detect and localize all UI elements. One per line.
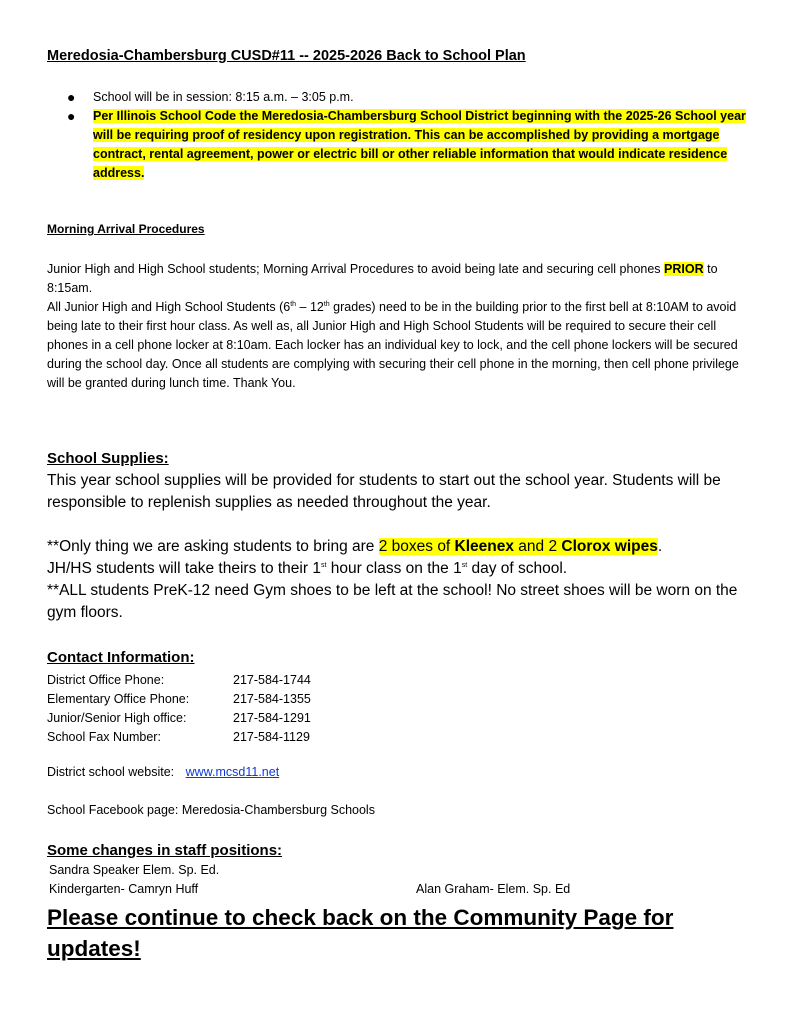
jh-hs-line [47,558,752,580]
jh-text-3: day of school. [467,560,568,577]
contact-phone: 217-584-1355 [233,692,311,706]
contact-phone: 217-584-1129 [233,730,310,744]
morning-details [47,298,747,393]
morning-intro-end: to 8:15am. [47,262,718,295]
kleenex-text: Kleenex [454,538,514,555]
facebook-line: School Facebook page: Meredosia-Chambersburg Schools [47,803,375,817]
contact-label: District Office Phone: [47,673,165,687]
sup-th: th [290,300,297,308]
school-supplies-heading: School Supplies: [47,450,169,467]
supplies-highlight [379,538,658,555]
clorox-text: Clorox wipes [561,538,658,555]
staff-changes-heading: Some changes in staff positions: [47,842,283,859]
staff-line-1: Sandra Speaker Elem. Sp. Ed. [49,863,220,877]
supplies-para: This year school supplies will be provided for students to start out the school year. Students will be responsible to replenish supplies as needed throughout the year. [47,472,721,511]
bullet-icon: ● [67,89,76,105]
morning-details-3: grades) need to be in the building prior to the first bell at 8:10AM to avoid being late to their first hour class. As well as, all Junior High and High School Students will be required to secure their cell phones in a cell phone locker at 8:10am. Each locker has an individual key to lock, and the cell phone lockers will be secured during the school day. Once all students are complying with securing their cell phone in the morning, then cell phone privilege will be granted during lunch time. Thank You. [47,300,739,390]
staff-line-3: Alan Graham- Elem. Sp. Ed [416,882,571,896]
hl-text-1: 2 boxes of [378,538,455,555]
sup-st: st [320,561,327,569]
morning-arrival-body [47,260,747,393]
morning-arrival-heading: Morning Arrival Procedures [47,222,205,236]
ask-text: **Only thing we are asking students to bring are [47,538,379,555]
website-line [47,765,279,779]
contact-heading: Contact Information: [47,649,195,666]
sup-th: th [323,300,330,308]
session-text: School will be in session: 8:15 a.m. – 3:05 p.m. [93,90,354,104]
session-bullet [47,88,747,107]
contact-row [47,690,311,709]
contact-list [47,671,311,747]
jh-text-1: JH/HS students will take theirs to their 1 [47,560,321,577]
contact-phone: 217-584-1744 [233,673,311,687]
residency-bullet [47,107,747,183]
contact-row [47,728,311,747]
contact-label: School Fax Number: [47,730,161,744]
hl-text-2: and 2 [514,538,562,555]
ask-end: . [657,538,663,555]
website-link[interactable]: www.mcsd11.net [185,765,280,779]
staff-line-2: Kindergarten- Camryn Huff [49,882,199,896]
spacer [47,514,752,536]
closing-message: Please continue to check back on the Community Page for updates! [47,905,674,961]
morning-details-1: All Junior High and High School Students (6 [47,300,291,314]
contact-row [47,671,311,690]
prior-highlight: PRIOR [664,262,704,276]
residency-text: Per Illinois School Code the Meredosia-Chambersburg School District beginning with the 2025-26 School year will be requiring proof of residency upon registration. This can be accomplished by providing a mortgage contract, rental agreement, power or electric bill or other reliable information that would indicate residence address. [93,109,746,180]
contact-label: Elementary Office Phone: [47,692,190,706]
website-label: District school website: [47,765,175,779]
contact-phone: 217-584-1291 [233,711,311,725]
morning-intro-text: Junior High and High School students; Morning Arrival Procedures to avoid being late and securing cell phones [47,262,665,276]
supplies-body [47,470,752,624]
gym-shoes-line: **ALL students PreK-12 need Gym shoes to be left at the school! No street shoes will be worn on the gym floors. [47,582,738,621]
jh-text-2: hour class on the 1 [326,560,462,577]
info-bullet-list [47,88,747,183]
contact-label: Junior/Senior High office: [47,711,187,725]
morning-intro [47,260,747,298]
document-title: Meredosia-Chambersburg CUSD#11 -- 2025-2026 Back to School Plan [47,48,526,64]
sup-st: st [461,561,468,569]
morning-details-2: – 12 [296,300,324,314]
supplies-ask [47,536,752,558]
bullet-icon: ● [67,108,76,124]
contact-row [47,709,311,728]
